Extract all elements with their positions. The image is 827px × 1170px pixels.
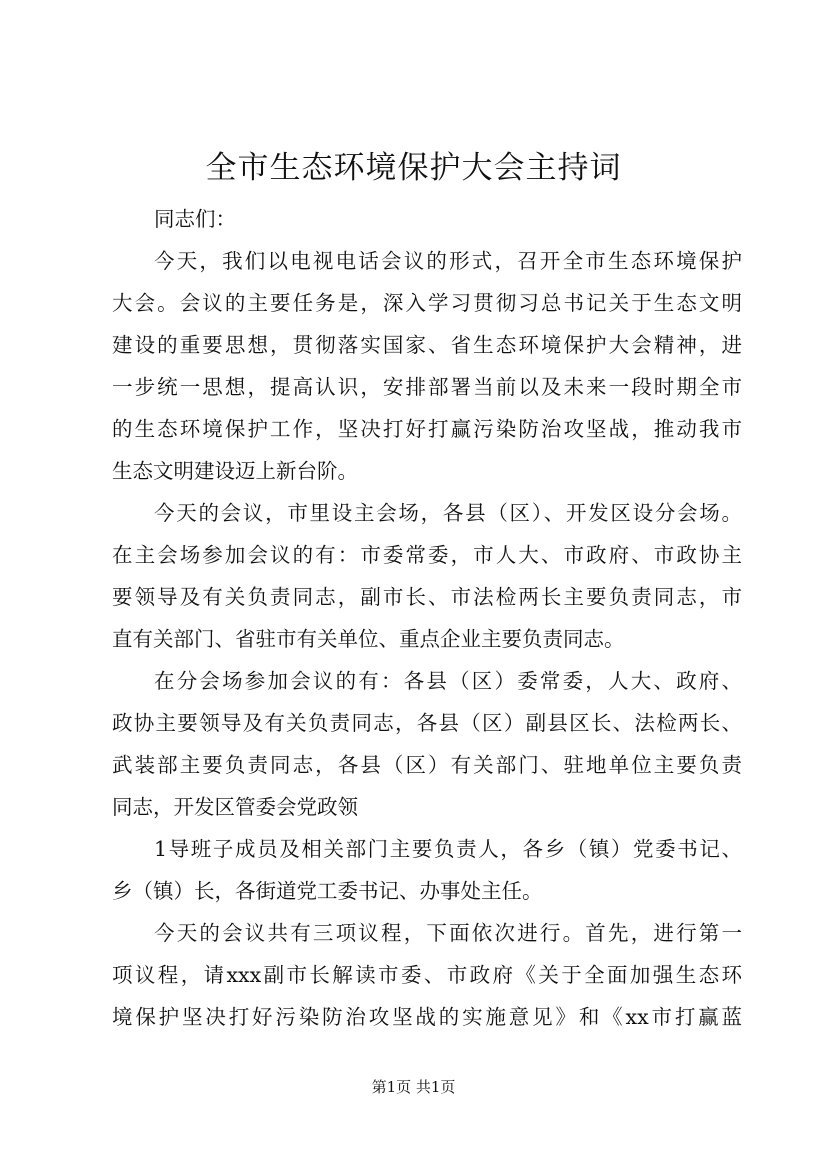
body-line: 建设的重要思想，贯彻落实国家、省生态环境保护大会精神，进 [112, 333, 742, 357]
body-line: 一步统一思想，提高认识，安排部署当前以及未来一段时期全市 [112, 375, 742, 399]
document-body [112, 198, 742, 1038]
body-line: 在主会场参加会议的有：市委常委，市人大、市政府、市政协主 [112, 543, 742, 567]
body-line: 今天的会议，市里设主会场，各县（区）、开发区设分会场。 [154, 501, 742, 525]
body-line: 政协主要领导及有关负责同志，各县（区）副县区长、法检两长、 [112, 711, 742, 735]
body-line: 今天的会议共有三项议程，下面依次进行。首先，进行第一 [154, 921, 742, 945]
body-line: 今天，我们以电视电话会议的形式，召开全市生态环境保护 [154, 249, 742, 273]
body-line: 要领导及有关负责同志，副市长、市法检两长主要负责同志，市 [112, 585, 742, 609]
document-title: 全市生态环境保护大会主持词 [205, 150, 622, 186]
body-line: 乡（镇）长，各街道党工委书记、办事处主任。 [112, 879, 543, 903]
body-line: 同志，开发区管委会党政领 [112, 795, 358, 819]
body-line: 在分会场参加会议的有：各县（区）委常委，人大、政府、 [154, 669, 742, 693]
body-line: 同志们： [154, 207, 236, 231]
body-line: 境保护坚决打好污染防治攻坚战的实施意见》和《xx市打赢蓝 [112, 1005, 742, 1029]
body-line: 大会。会议的主要任务是，深入学习贯彻习总书记关于生态文明 [112, 291, 742, 315]
body-line: 的生态环境保护工作，坚决打好打赢污染防治攻坚战，推动我市 [112, 417, 742, 441]
body-line: 武装部主要负责同志，各县（区）有关部门、驻地单位主要负责 [112, 753, 742, 777]
page-footer: 第1页 共1页 [371, 1078, 456, 1096]
body-line: 1导班子成员及相关部门主要负责人，各乡（镇）党委书记、 [154, 837, 742, 861]
body-line: 项议程，请xxx副市长解读市委、市政府《关于全面加强生态环 [112, 963, 742, 987]
body-line: 直有关部门、省驻市有关单位、重点企业主要负责同志。 [112, 627, 625, 651]
body-line: 生态文明建设迈上新台阶。 [112, 459, 358, 483]
